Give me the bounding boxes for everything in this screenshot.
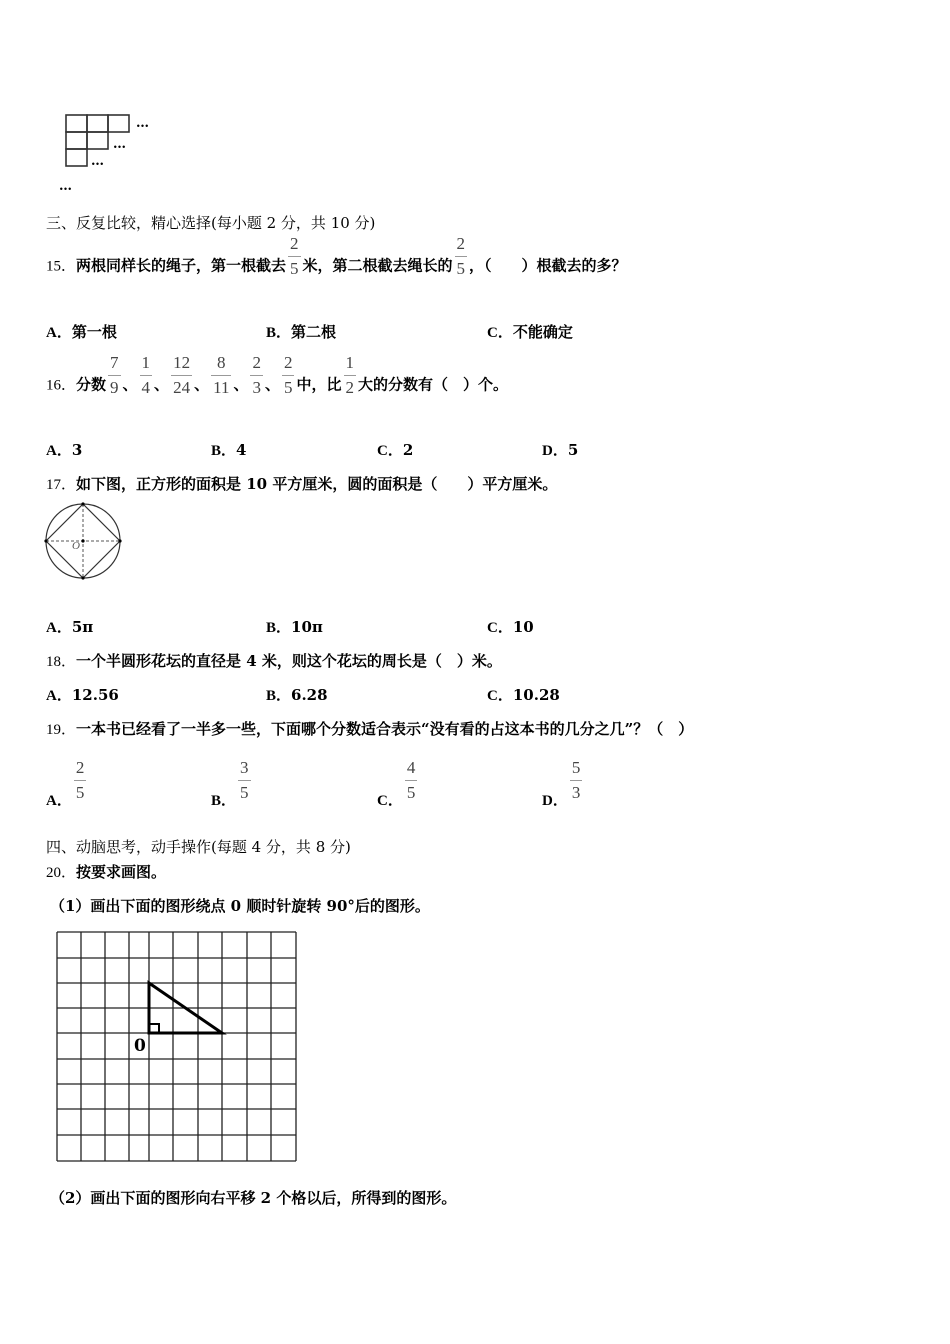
question-16: 16．分数 $\frac{7}{9}$ 、 $\frac{1}{4}$ 、 $\frac{12}{24}$ 、 $\frac{8}{11}$ 、 $\frac{2}{3}$ 、 $\frac{2}{5}$ 中，比 $\frac{1}{2}$ 大的分数有（ ）个。 — [46, 353, 509, 397]
question-text: 一本书已经看了一半多一些，下面哪个分数适合表示“没有看的占这本书的几分之几”？（ ） — [76, 720, 694, 738]
question-17 — [46, 473, 557, 494]
q19-option-b[interactable]: B． $\frac{3}{5}$ — [211, 758, 249, 809]
fraction-1-4: $\frac{1}{4}$ — [141, 353, 151, 397]
q16-option-a[interactable]: A．3 — [46, 441, 83, 459]
question-number: 17． — [46, 477, 77, 493]
q17-option-c[interactable]: C．10 — [487, 618, 534, 636]
fraction-2-5: $\frac{2}{5}$ — [456, 234, 466, 278]
question-text: 米，第二根截去绳长的 — [302, 256, 453, 275]
q17-option-a[interactable]: A．5π — [46, 618, 94, 636]
question-15 — [46, 234, 627, 289]
q18-option-c[interactable]: C．10.28 — [487, 686, 560, 704]
question-number: 16． — [46, 377, 77, 394]
question-number: 19． — [46, 722, 77, 738]
question-18 — [46, 650, 502, 671]
fraction-8-11: $\frac{8}{11}$ — [213, 353, 230, 397]
q19-option-a[interactable]: A． $\frac{2}{5}$ — [46, 758, 85, 809]
question-text: 两根同样长的绳子，第一根截去 — [76, 256, 287, 275]
question-text: 分数 — [76, 375, 107, 394]
q19-option-c[interactable]: C． $\frac{4}{5}$ — [377, 758, 416, 809]
q20-subquestion-2: （2）画出下面的图形向右平移 2 个格以后，所得到的图形。 — [50, 1189, 457, 1207]
staircase-pattern-figure — [55, 110, 175, 200]
question-text: ，（ ）根截去的多？ — [469, 256, 627, 275]
fraction-1-2: $\frac{1}{2}$ — [345, 353, 354, 397]
ellipsis-column: … — [59, 179, 72, 194]
question-number: 18． — [46, 654, 77, 670]
q17-option-b[interactable]: B．10π — [266, 618, 323, 636]
ellipsis-row3: … — [91, 154, 104, 169]
fraction-2-3: $\frac{2}{3}$ — [252, 353, 261, 397]
ellipsis-row1: … — [136, 116, 149, 131]
q18-option-b[interactable]: B．6.28 — [266, 686, 328, 704]
fraction-2-5: $\frac{2}{5}$ — [283, 353, 293, 397]
question-text: 按要求画图。 — [76, 863, 167, 881]
q19-option-d[interactable]: D． $\frac{5}{3}$ — [542, 758, 581, 809]
q16-option-d[interactable]: D．5 — [542, 441, 579, 459]
fraction-12-24: $\frac{12}{24}$ — [173, 353, 191, 397]
question-20 — [46, 861, 166, 882]
question-text: 中，比 — [296, 375, 342, 394]
q20-subquestion-1: （1）画出下面的图形绕点 0 顺时针旋转 90°后的图形。 — [50, 897, 430, 915]
q15-option-c[interactable]: C．不能确定 — [487, 323, 573, 341]
question-number: 15． — [46, 258, 77, 275]
question-text: 如下图，正方形的面积是 10 平方厘米，圆的面积是（ ）平方厘米。 — [76, 475, 558, 493]
question-number: 20． — [46, 865, 77, 881]
question-19 — [46, 718, 693, 739]
ellipsis-row2: … — [113, 137, 126, 152]
point-o-label: 0 — [134, 1036, 146, 1056]
grid-with-triangle-figure — [50, 928, 305, 1168]
q15-option-b[interactable]: B．第二根 — [266, 323, 337, 341]
q15-option-a[interactable]: A．第一根 — [46, 323, 117, 341]
fraction-2-5: $\frac{2}{5}$ — [290, 234, 299, 278]
center-label-o: O — [72, 540, 80, 552]
section-4-title: 四、动脑思考，动手操作(每题 4 分，共 8 分) — [46, 838, 351, 856]
q18-option-a[interactable]: A．12.56 — [46, 686, 119, 704]
question-text: 一个半圆形花坛的直径是 4 米，则这个花坛的周长是（ ）米。 — [76, 652, 502, 670]
q16-option-b[interactable]: B．4 — [211, 441, 247, 459]
q16-option-c[interactable]: C．2 — [377, 441, 414, 459]
circle-inscribed-square-figure — [43, 502, 125, 582]
fraction-7-9: $\frac{7}{9}$ — [110, 353, 119, 397]
question-text: 大的分数有（ ）个。 — [358, 375, 509, 394]
section-3-title: 三、反复比较，精心选择(每小题 2 分，共 10 分) — [46, 214, 376, 232]
